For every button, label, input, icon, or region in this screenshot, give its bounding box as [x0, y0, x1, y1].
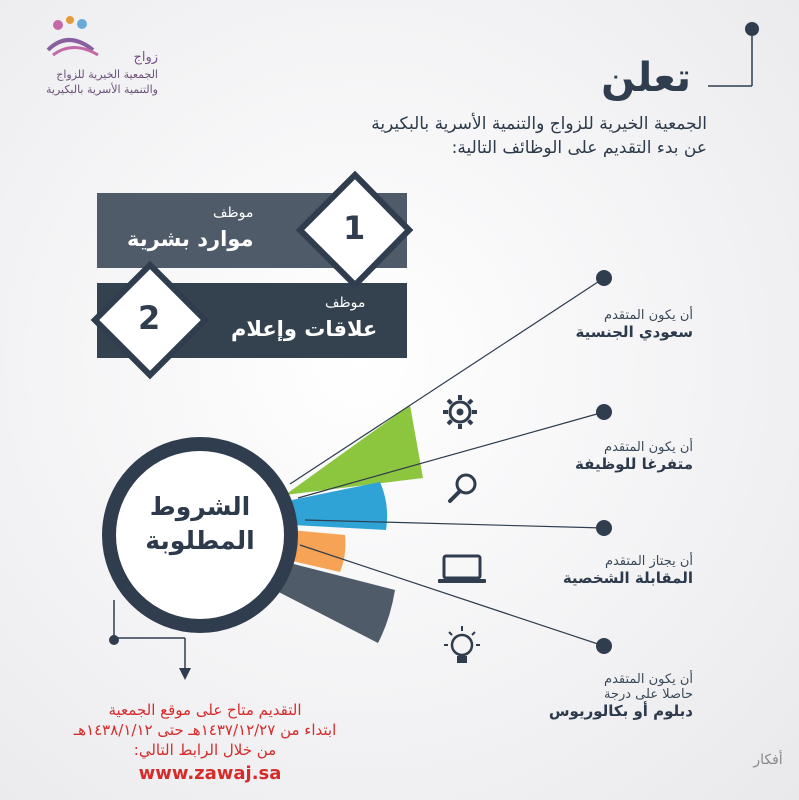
condition-1-line-1: أن يكون المتقدم	[604, 308, 693, 323]
apply-line-1: التقديم متاح على موقع الجمعية	[108, 701, 302, 719]
announce-heading: تعلن	[601, 55, 691, 101]
condition-4-line-1b: حاصلا على درجة	[603, 687, 693, 702]
green-wedge	[285, 405, 423, 495]
search-icon	[450, 475, 475, 501]
condition-4	[549, 672, 693, 720]
condition-2-line-1: أن يكون المتقدم	[604, 440, 693, 455]
condition-1-line-2: سعودي الجنسية	[575, 323, 693, 341]
condition-bullet-2	[596, 404, 612, 420]
condition-bullet-4	[596, 638, 612, 654]
job-2-title: علاقات وإعلام	[231, 317, 378, 341]
logo-tagline: زواج	[133, 50, 158, 65]
intro-line-1: الجمعية الخيرية للزواج والتنمية الأسرية بالبكيرية	[371, 114, 707, 134]
gear-icon	[443, 395, 477, 429]
job-2-label: موظف	[325, 295, 366, 311]
requirements-title-line-1: الشروط	[149, 492, 251, 521]
job-1-title: موارد بشرية	[127, 227, 254, 251]
condition-2-line-2: متفرغا للوظيفة	[575, 455, 693, 473]
apply-line-3: من خلال الرابط التالي:	[133, 741, 277, 759]
logo-line-1: الجمعية الخيرية للزواج	[56, 68, 158, 81]
apply-info	[60, 700, 350, 760]
requirements-title	[105, 490, 295, 558]
job-1-number: 1	[343, 209, 366, 247]
condition-3-line-2: المقابلة الشخصية	[562, 569, 693, 587]
lightbulb-icon	[444, 626, 480, 663]
requirements-title-line-2: المطلوبة	[145, 526, 255, 555]
website-link[interactable]: www.zawaj.sa	[138, 763, 282, 784]
logo-line-2: والتنمية الأسرية بالبكيرية	[45, 83, 158, 96]
job-1-label: موظف	[213, 205, 254, 221]
designer-brand: أفكار	[753, 752, 783, 768]
intro-line-2: عن بدء التقديم على الوظائف التالية:	[451, 138, 707, 158]
job-2-number: 2	[138, 299, 161, 337]
condition-4-line-1: أن يكون المتقدم	[604, 672, 693, 687]
condition-3-line-1: أن يجتاز المتقدم	[604, 554, 693, 569]
apply-line-2: ابتداء من ١٤٣٧/١٢/٢٧هـ حتى ١٤٣٨/١/١٢هـ	[73, 721, 337, 739]
condition-2	[575, 440, 693, 473]
condition-3	[563, 554, 693, 587]
condition-bullet-3	[596, 520, 612, 536]
laptop-icon	[438, 556, 486, 583]
condition-4-line-2: دبلوم أو بكالوريوس	[548, 702, 693, 720]
